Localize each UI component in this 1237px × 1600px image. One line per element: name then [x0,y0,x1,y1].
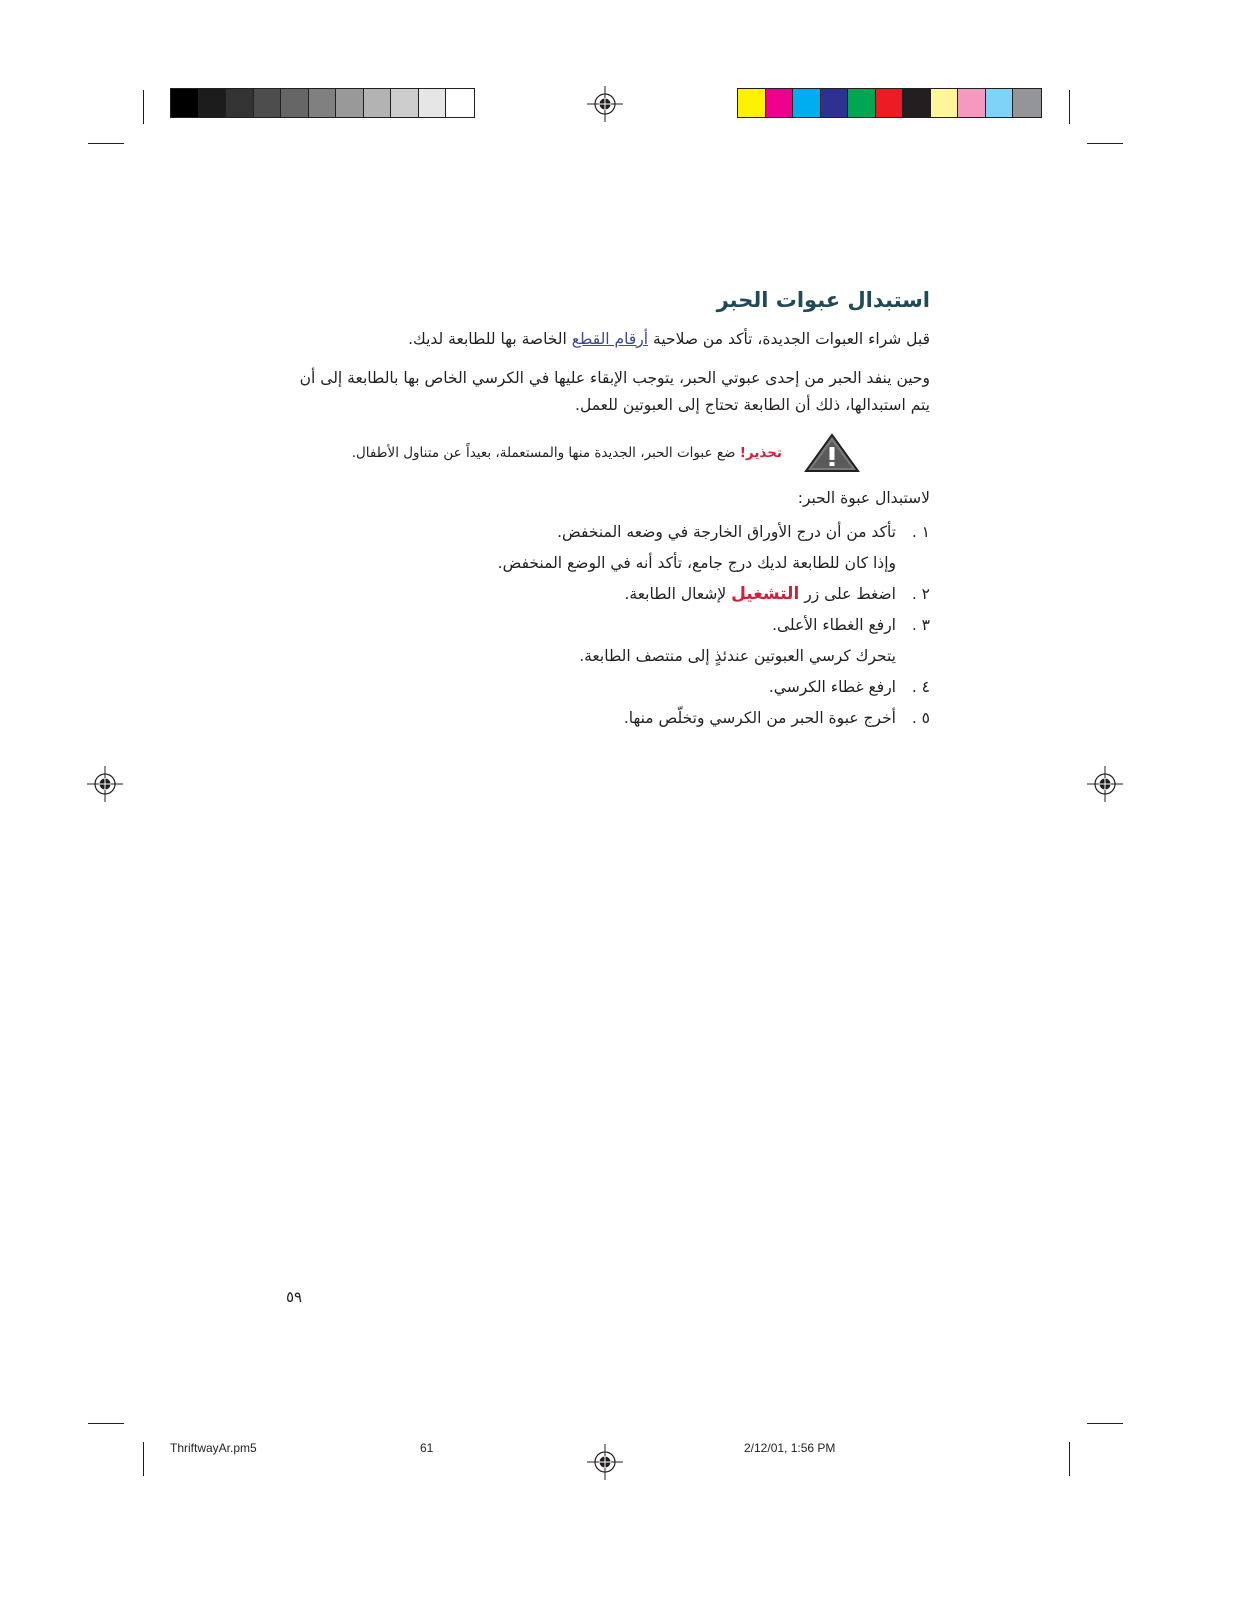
color-swatch [821,89,849,117]
paragraph-part-numbers [290,326,930,353]
color-swatch [281,89,309,117]
list-item [290,703,930,734]
step-text-part: لإشعال الطابعة. [624,585,732,603]
crop-mark [143,1442,144,1476]
color-swatch [309,89,337,117]
crop-mark [1087,1423,1123,1424]
color-swatch [903,89,931,117]
list-item [290,517,930,548]
list-item [290,610,930,641]
power-button-label: التشغيل [731,584,800,604]
color-swatch [391,89,419,117]
color-swatch [958,89,986,117]
paragraph-text: قبل شراء العبوات الجديدة، تأكد من صلاحية [648,330,930,348]
step-text: ارفع غطاء الكرسي. [768,678,896,696]
warning-message: ضع عبوات الحبر، الجديدة منها والمستعملة، بعيداً عن متناول الأطفال. [351,445,740,461]
list-item [290,641,930,672]
part-numbers-link[interactable]: أرقام القطع [571,330,649,348]
color-swatch [171,89,199,117]
process-color-bar [737,88,1042,118]
color-swatch [738,89,766,117]
color-swatch [931,89,959,117]
step-text [624,579,896,610]
color-swatch [876,89,904,117]
step-number: ٥ . [911,709,930,727]
step-note: يتحرك كرسي العبوتين عندئذٍ إلى منتصف الطابعة. [579,647,896,665]
crop-mark [1087,143,1123,144]
list-item [290,579,930,610]
crop-mark [1069,1442,1070,1476]
step-text: أخرج عبوة الحبر من الكرسي وتخلّص منها. [623,709,896,727]
list-item [290,548,930,579]
registration-target-icon [87,766,123,802]
step-number: ٤ . [911,678,930,696]
slug-page: 61 [420,1441,434,1455]
step-note: وإذا كان للطابعة لديك درج جامع، تأكد أنه في الوضع المنخفض. [497,554,896,572]
color-swatch [199,89,227,117]
registration-target-icon [587,1444,623,1480]
slug-date: 2/12/01, 1:56 PM [744,1441,836,1455]
warning-triangle-icon [804,433,860,473]
color-swatch [766,89,794,117]
slug-filename: ThriftwayAr.pm5 [170,1441,257,1455]
steps-intro: لاستبدال عبوة الحبر: [797,489,930,507]
paragraph-text: الخاصة بها للطابعة لديك. [408,330,572,348]
color-swatch [226,89,254,117]
color-swatch [254,89,282,117]
color-swatch [419,89,447,117]
step-number: ٣ . [911,616,930,634]
paragraph-ink-out: وحين ينفد الحبر من إحدى عبوتي الحبر، يتوجب الإبقاء عليها في الكرسي الخاص بها بالطابعة إلى أن يتم استبدالها، ذلك أن الطابعة تحتاج إلى العبوتين للعمل. [299,369,930,414]
registration-target-icon [587,86,623,122]
color-swatch [986,89,1014,117]
crop-mark [88,1423,124,1424]
list-item [290,672,930,703]
step-number: ١ . [911,523,930,541]
step-text: تأكد من أن درج الأوراق الخارجة في وضعه المنخفض. [557,523,896,541]
step-number: ٢ . [911,585,930,603]
step-text: ارفع الغطاء الأعلى. [772,616,896,634]
grayscale-color-bar [170,88,475,118]
warning-label: تحذير! [739,445,782,461]
steps-list [290,517,930,734]
color-swatch [364,89,392,117]
page-number: ٥٩ [286,1288,303,1306]
crop-mark [143,90,144,124]
warning-text [352,445,782,461]
page-content [290,288,930,734]
registration-target-icon [1087,766,1123,802]
step-text-part: اضغط على زر [799,585,896,603]
color-swatch [1013,89,1041,117]
color-swatch [793,89,821,117]
color-swatch [848,89,876,117]
color-swatch [336,89,364,117]
crop-mark [1069,90,1070,124]
color-swatch [446,89,474,117]
crop-mark [88,143,124,144]
section-title: استبدال عبوات الحبر [716,288,930,312]
warning-callout [290,433,930,473]
